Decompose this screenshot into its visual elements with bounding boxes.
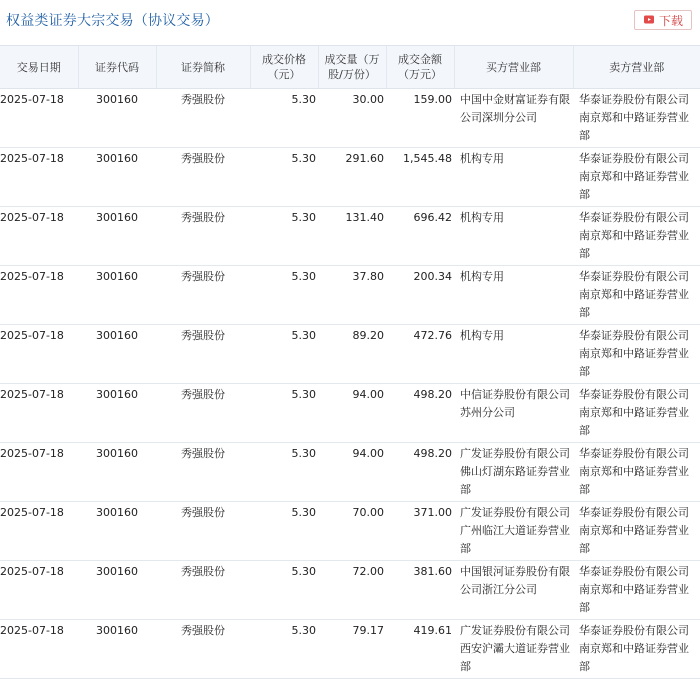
- col-price-cell: 5.30: [250, 443, 318, 502]
- col-seller-cell: 华泰证券股份有限公司南京郑和中路证券营业部: [573, 89, 700, 148]
- col-security-name-cell: 秀强股份: [156, 89, 250, 148]
- col-trade-date-cell: 2025-07-18: [0, 561, 78, 620]
- col-amount-cell: 498.20: [386, 384, 454, 443]
- col-price-cell: 5.30: [250, 384, 318, 443]
- table-row: [0, 89, 700, 148]
- col-seller-cell: 华泰证券股份有限公司南京郑和中路证券营业部: [573, 502, 700, 561]
- col-security-name-cell: 秀强股份: [156, 502, 250, 561]
- col-security-code-cell: 300160: [78, 89, 156, 148]
- col-seller-cell: 华泰证券股份有限公司南京郑和中路证券营业部: [573, 620, 700, 679]
- col-trade-date-cell: 2025-07-18: [0, 207, 78, 266]
- col-price-cell: 5.30: [250, 89, 318, 148]
- col-seller-cell: 华泰证券股份有限公司南京郑和中路证券营业部: [573, 148, 700, 207]
- col-amount-header: 成交金额（万元）: [386, 46, 454, 89]
- col-buyer-cell: 机构专用: [454, 207, 573, 266]
- col-buyer-cell: 中国中金财富证券有限公司深圳分公司: [454, 89, 573, 148]
- col-volume-cell: 94.00: [318, 384, 386, 443]
- col-volume-cell: 131.40: [318, 207, 386, 266]
- col-security-name-cell: 秀强股份: [156, 148, 250, 207]
- col-amount-cell: 419.61: [386, 620, 454, 679]
- col-security-name-cell: 秀强股份: [156, 266, 250, 325]
- col-buyer-cell: 中信证券股份有限公司苏州分公司: [454, 384, 573, 443]
- col-amount-cell: 381.60: [386, 561, 454, 620]
- table-body: [0, 89, 700, 679]
- col-security-code-cell: 300160: [78, 266, 156, 325]
- col-security-name-cell: 秀强股份: [156, 443, 250, 502]
- col-security-code-header: 证券代码: [78, 46, 156, 89]
- col-volume-cell: 30.00: [318, 89, 386, 148]
- col-buyer-cell: 广发证券股份有限公司西安沪灞大道证券营业部: [454, 620, 573, 679]
- col-volume-cell: 291.60: [318, 148, 386, 207]
- col-price-cell: 5.30: [250, 148, 318, 207]
- col-price-cell: 5.30: [250, 620, 318, 679]
- col-security-code-cell: 300160: [78, 620, 156, 679]
- table-row: [0, 207, 700, 266]
- col-trade-date-cell: 2025-07-18: [0, 384, 78, 443]
- table-header-row: [0, 46, 700, 89]
- col-buyer-cell: 广发证券股份有限公司佛山灯湖东路证券营业部: [454, 443, 573, 502]
- col-trade-date-cell: 2025-07-18: [0, 89, 78, 148]
- col-amount-cell: 200.34: [386, 266, 454, 325]
- col-trade-date-cell: 2025-07-18: [0, 502, 78, 561]
- page-header: [0, 0, 700, 40]
- col-volume-cell: 70.00: [318, 502, 386, 561]
- table-row: [0, 502, 700, 561]
- download-label: 下载: [658, 13, 683, 28]
- col-volume-cell: 72.00: [318, 561, 386, 620]
- col-security-name-cell: 秀强股份: [156, 620, 250, 679]
- col-trade-date-cell: 2025-07-18: [0, 325, 78, 384]
- col-price-cell: 5.30: [250, 325, 318, 384]
- col-security-name-cell: 秀强股份: [156, 207, 250, 266]
- col-price-cell: 5.30: [250, 502, 318, 561]
- col-amount-cell: 498.20: [386, 443, 454, 502]
- col-price-cell: 5.30: [250, 266, 318, 325]
- table-row: [0, 266, 700, 325]
- col-volume-cell: 89.20: [318, 325, 386, 384]
- col-trade-date-cell: 2025-07-18: [0, 266, 78, 325]
- col-amount-cell: 1,545.48: [386, 148, 454, 207]
- col-security-code-cell: 300160: [78, 502, 156, 561]
- col-security-code-cell: 300160: [78, 384, 156, 443]
- col-security-name-cell: 秀强股份: [156, 384, 250, 443]
- col-seller-cell: 华泰证券股份有限公司南京郑和中路证券营业部: [573, 443, 700, 502]
- col-amount-cell: 159.00: [386, 89, 454, 148]
- col-seller-cell: 华泰证券股份有限公司南京郑和中路证券营业部: [573, 561, 700, 620]
- col-volume-cell: 79.17: [318, 620, 386, 679]
- table-row: [0, 443, 700, 502]
- col-security-name-header: 证券简称: [156, 46, 250, 89]
- col-buyer-cell: 机构专用: [454, 148, 573, 207]
- col-seller-cell: 华泰证券股份有限公司南京郑和中路证券营业部: [573, 207, 700, 266]
- col-security-code-cell: 300160: [78, 325, 156, 384]
- col-volume-cell: 94.00: [318, 443, 386, 502]
- col-buyer-cell: 机构专用: [454, 266, 573, 325]
- col-seller-cell: 华泰证券股份有限公司南京郑和中路证券营业部: [573, 266, 700, 325]
- col-security-name-cell: 秀强股份: [156, 561, 250, 620]
- table-row: [0, 561, 700, 620]
- table-row: [0, 384, 700, 443]
- col-buyer-cell: 机构专用: [454, 325, 573, 384]
- col-security-code-cell: 300160: [78, 561, 156, 620]
- col-trade-date-cell: 2025-07-18: [0, 443, 78, 502]
- page-title: 权益类证券大宗交易（协议交易）: [6, 13, 219, 29]
- table-row: [0, 620, 700, 679]
- block-trade-table: [0, 45, 700, 679]
- table-row: [0, 148, 700, 207]
- col-trade-date-cell: 2025-07-18: [0, 148, 78, 207]
- col-amount-cell: 472.76: [386, 325, 454, 384]
- col-security-code-cell: 300160: [78, 148, 156, 207]
- col-seller-cell: 华泰证券股份有限公司南京郑和中路证券营业部: [573, 384, 700, 443]
- col-amount-cell: 696.42: [386, 207, 454, 266]
- col-seller-cell: 华泰证券股份有限公司南京郑和中路证券营业部: [573, 325, 700, 384]
- col-security-name-cell: 秀强股份: [156, 325, 250, 384]
- col-volume-cell: 37.80: [318, 266, 386, 325]
- col-price-cell: 5.30: [250, 207, 318, 266]
- col-buyer-cell: 广发证券股份有限公司广州临江大道证券营业部: [454, 502, 573, 561]
- col-seller-header: 卖方营业部: [573, 46, 700, 89]
- col-trade-date-cell: 2025-07-18: [0, 620, 78, 679]
- download-button[interactable]: [634, 10, 692, 30]
- col-volume-header: 成交量（万股/万份）: [318, 46, 386, 89]
- download-icon: [643, 14, 655, 26]
- col-security-code-cell: 300160: [78, 207, 156, 266]
- col-amount-cell: 371.00: [386, 502, 454, 561]
- table-row: [0, 325, 700, 384]
- col-price-header: 成交价格（元）: [250, 46, 318, 89]
- col-price-cell: 5.30: [250, 561, 318, 620]
- col-buyer-cell: 中国银河证券股份有限公司浙江分公司: [454, 561, 573, 620]
- col-security-code-cell: 300160: [78, 443, 156, 502]
- col-buyer-header: 买方营业部: [454, 46, 573, 89]
- col-trade-date-header: 交易日期: [0, 46, 78, 89]
